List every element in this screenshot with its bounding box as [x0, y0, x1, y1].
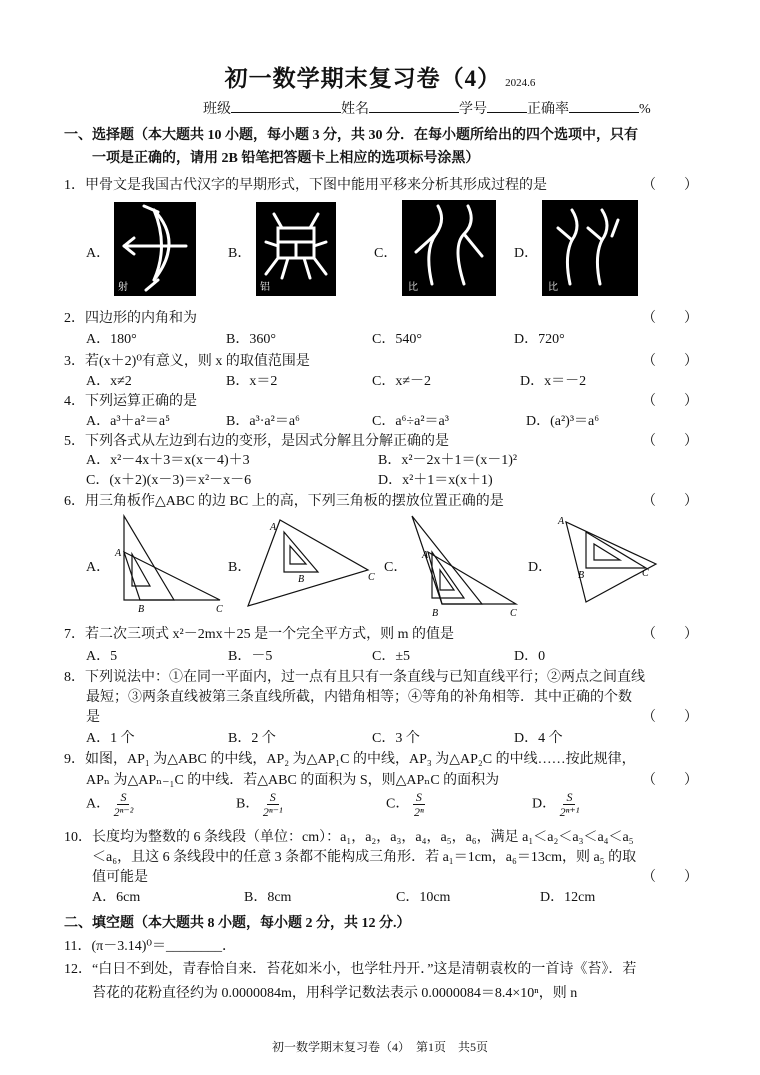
q9-d-numerator: S: [563, 790, 575, 805]
q7-option-d[interactable]: D．0: [514, 649, 546, 664]
q8-option-c[interactable]: C．3 个: [372, 731, 420, 746]
title-text: 初一数学期末复习卷（4）: [224, 66, 502, 91]
svg-text:比: 比: [548, 282, 558, 293]
q6-stem: 6．用三角板作△ABC 的边 BC 上的高，下列三角板的摆放位置正确的是: [64, 494, 504, 509]
q8-line1: 8．下列说法中：①在同一平面内，过一点有且只有一条直线与已知直线平行；②两点之间直线: [64, 670, 645, 685]
q6-figure-b: [244, 516, 380, 614]
q3-option-c[interactable]: C．x≠－2: [372, 374, 432, 389]
q8-option-a[interactable]: A．1 个: [86, 731, 135, 746]
q5-option-a[interactable]: A．x²－4x＋3＝x(x－4)＋3: [86, 453, 250, 468]
svg-text:射: 射: [118, 282, 128, 293]
q8-line3: 是: [86, 710, 100, 725]
q9-option-a[interactable]: [86, 790, 133, 819]
q10-option-c[interactable]: C．10cm: [396, 890, 451, 905]
q6b-point-c: C: [368, 572, 375, 583]
q4-option-d[interactable]: D．(a²)³＝a⁶: [526, 414, 600, 429]
two-persons-glyph-icon: [402, 200, 496, 296]
q12-line2: 苔花的花粉直径约为 0.0000084m，用科学记数法表示 0.0000084＝8.4×10ⁿ，则 n: [92, 986, 578, 1001]
q4-option-a[interactable]: A．a³＋a²＝a⁵: [86, 414, 171, 429]
q6-label-b: B．: [228, 560, 252, 575]
accuracy-label: 正确率: [527, 102, 569, 117]
q9-answer-paren[interactable]: （ ）: [642, 773, 698, 788]
section1-heading-line2: 一项是正确的，请用 2B 铅笔把答题卡上相应的选项标号涂黑）: [92, 151, 480, 166]
q1-label-d: D．: [514, 246, 539, 261]
q6-figure-d: [550, 512, 666, 616]
q6-figure-a: [110, 512, 230, 616]
q2-option-a[interactable]: A．180°: [86, 332, 137, 347]
oracle-glyph-ling: [256, 202, 336, 296]
q3-answer-paren[interactable]: （ ）: [642, 354, 698, 369]
q6c-point-c: C: [510, 608, 517, 616]
q9-option-d-label: D．: [532, 796, 557, 812]
q7-option-c[interactable]: C．±5: [372, 649, 411, 664]
q9-c-denominator: 2ⁿ: [413, 805, 424, 819]
q2-option-b[interactable]: B．360°: [226, 332, 276, 347]
q8-answer-paren[interactable]: （ ）: [642, 710, 698, 725]
q1-label-b: B．: [228, 246, 252, 261]
percent-sign: %: [639, 102, 651, 117]
section1-heading-line1: 一、选择题（本大题共 10 小题，每小题 3 分，共 30 分．在每小题所给出的四个选项中，只有: [64, 128, 638, 143]
q12-line1: 12．“白日不到处，青春恰自来．苔花如米小，也学牡丹开．”这是清朝袁枚的一首诗《苔》．若: [64, 962, 637, 977]
q6a-point-c: C: [216, 604, 223, 615]
student-info-line: [203, 98, 651, 118]
q4-option-c[interactable]: C．a⁶÷a²＝a³: [372, 414, 449, 429]
q9-line2: APₙ 为△APₙ₋₁C 的中线．若△ABC 的面积为 S，则△APₙC 的面积为: [86, 773, 500, 788]
q9-line1: 9．如图，AP₁ 为△ABC 的中线，AP₂ 为△AP₁C 的中线，AP₃ 为△AP₂C 的中线……按此规律，: [64, 752, 636, 767]
q9-b-numerator: S: [267, 790, 279, 805]
q9-option-c[interactable]: [386, 790, 425, 819]
q6-label-d: D．: [528, 560, 553, 575]
oracle-glyph-bi: [402, 200, 496, 296]
q6-label-c: C．: [384, 560, 408, 575]
accuracy-field[interactable]: [569, 98, 639, 113]
class-field[interactable]: [231, 98, 341, 113]
q5-answer-paren[interactable]: （ ）: [642, 434, 698, 449]
q9-c-numerator: S: [413, 790, 425, 805]
q7-option-b[interactable]: B．－5: [228, 649, 273, 664]
q9-option-d-fraction: [560, 790, 580, 819]
class-label: 班级: [203, 102, 231, 117]
q10-answer-paren[interactable]: （ ）: [642, 870, 698, 885]
q1-answer-paren[interactable]: （ ）: [642, 178, 698, 193]
q3-option-d[interactable]: D．x＝－2: [520, 374, 587, 389]
q6a-point-a: A: [115, 548, 122, 559]
q6d-point-c: C: [642, 568, 649, 579]
number-label: 学号: [459, 102, 487, 117]
q1-label-c: C．: [374, 246, 398, 261]
q3-option-a[interactable]: A．x≠2: [86, 374, 132, 389]
oracle-glyph-cong: [542, 200, 638, 296]
q6-figure-c: [402, 512, 520, 616]
q6d-point-a: A: [558, 516, 565, 527]
name-field[interactable]: [369, 98, 459, 113]
name-label: 姓名: [341, 102, 369, 117]
q9-d-denominator: 2ⁿ⁺¹: [559, 805, 580, 819]
number-field[interactable]: [487, 98, 527, 113]
q9-option-d[interactable]: [532, 790, 579, 819]
q5-option-c[interactable]: C．(x＋2)(x－3)＝x²－x－6: [86, 473, 252, 488]
q9-option-a-label: A．: [86, 796, 111, 812]
title-date: 2024.6: [505, 77, 536, 89]
q9-option-a-fraction: [114, 790, 134, 819]
q10-option-a[interactable]: A．6cm: [92, 890, 141, 905]
q7-answer-paren[interactable]: （ ）: [642, 627, 698, 642]
q10-line1: 10．长度均为整数的 6 条线段（单位：cm）：a₁，a₂，a₃，a₄，a₅，a₆，满足 a₁＜a₂＜a₃＜a₄＜a₅: [64, 830, 634, 845]
q11-text: 11．(π－3.14)⁰＝________．: [64, 939, 236, 954]
q9-option-b-fraction: [263, 790, 283, 819]
q9-option-b-label: B．: [236, 796, 260, 812]
q6d-point-b: B: [578, 570, 585, 581]
q9-a-denominator: 2ⁿ⁻²: [113, 805, 134, 819]
q10-line2: ＜a₆，且这 6 条线段中的任意 3 条都不能构成三角形．若 a₁＝1cm，a₆＝13cm，则 a₅ 的取: [92, 850, 637, 865]
q9-b-denominator: 2ⁿ⁻¹: [262, 805, 283, 819]
q4-stem: 4．下列运算正确的是: [64, 394, 197, 409]
q4-option-b[interactable]: B．a³·a²＝a⁶: [226, 414, 300, 429]
svg-text:比: 比: [408, 282, 418, 293]
q9-option-c-fraction: [413, 790, 425, 819]
q5-option-b[interactable]: B．x²－2x＋1＝(x－1)²: [378, 453, 518, 468]
q9-a-numerator: S: [117, 790, 129, 805]
q6b-point-a: A: [270, 522, 277, 533]
q6c-point-a: A: [422, 550, 429, 561]
q7-stem: 7．若二次三项式 x²－2mx＋25 是一个完全平方式，则 m 的值是: [64, 627, 454, 642]
q6a-point-b: B: [138, 604, 145, 615]
oracle-glyph-she: [114, 202, 196, 296]
q1-label-a: A．: [86, 246, 111, 261]
cat-face-glyph-icon: [256, 202, 336, 296]
q9-option-c-label: C．: [386, 796, 410, 812]
page-title: [0, 60, 760, 93]
q2-option-d[interactable]: D．720°: [514, 332, 565, 347]
section2-heading: 二、填空题（本大题共 8 小题，每小题 2 分，共 12 分.）: [64, 916, 411, 931]
svg-text:铝: 铝: [260, 282, 270, 293]
q5-option-d[interactable]: D．x²＋1＝x(x＋1): [378, 473, 493, 488]
q9-option-b[interactable]: [236, 790, 283, 819]
q6c-point-b: B: [432, 608, 439, 616]
q2-option-c[interactable]: C．540°: [372, 332, 422, 347]
bow-arrow-glyph-icon: [114, 202, 196, 296]
q2-answer-paren[interactable]: （ ）: [642, 311, 698, 326]
page-footer: 初一数学期末复习卷（4） 第1页 共5页: [271, 1040, 488, 1054]
q6-answer-paren[interactable]: （ ）: [642, 494, 698, 509]
q4-answer-paren[interactable]: （ ）: [642, 394, 698, 409]
q5-stem: 5．下列各式从左边到右边的变形，是因式分解且分解正确的是: [64, 434, 449, 449]
q10-option-b[interactable]: B．8cm: [244, 890, 292, 905]
q6b-point-b: B: [298, 574, 305, 585]
q7-option-a[interactable]: A．5: [86, 649, 118, 664]
q8-option-b[interactable]: B．2 个: [228, 731, 276, 746]
q8-option-d[interactable]: D．4 个: [514, 731, 563, 746]
q8-line2: 最短；③两条直线被第三条直线所截，内错角相等；④等角的补角相等．其中正确的个数: [86, 690, 632, 705]
q10-line3: 值可能是: [92, 870, 148, 885]
q1-stem: 1．甲骨文是我国古代汉字的早期形式，下图中能用平移来分析其形成过程的是: [64, 178, 547, 193]
q3-option-b[interactable]: B．x＝2: [226, 374, 278, 389]
q3-stem: 3．若(x＋2)⁰有意义，则 x 的取值范围是: [64, 354, 310, 369]
q10-option-d[interactable]: D．12cm: [540, 890, 596, 905]
two-persons-alt-glyph-icon: [542, 200, 638, 296]
q2-stem: 2．四边形的内角和为: [64, 311, 197, 326]
q6-label-a: A．: [86, 560, 111, 575]
